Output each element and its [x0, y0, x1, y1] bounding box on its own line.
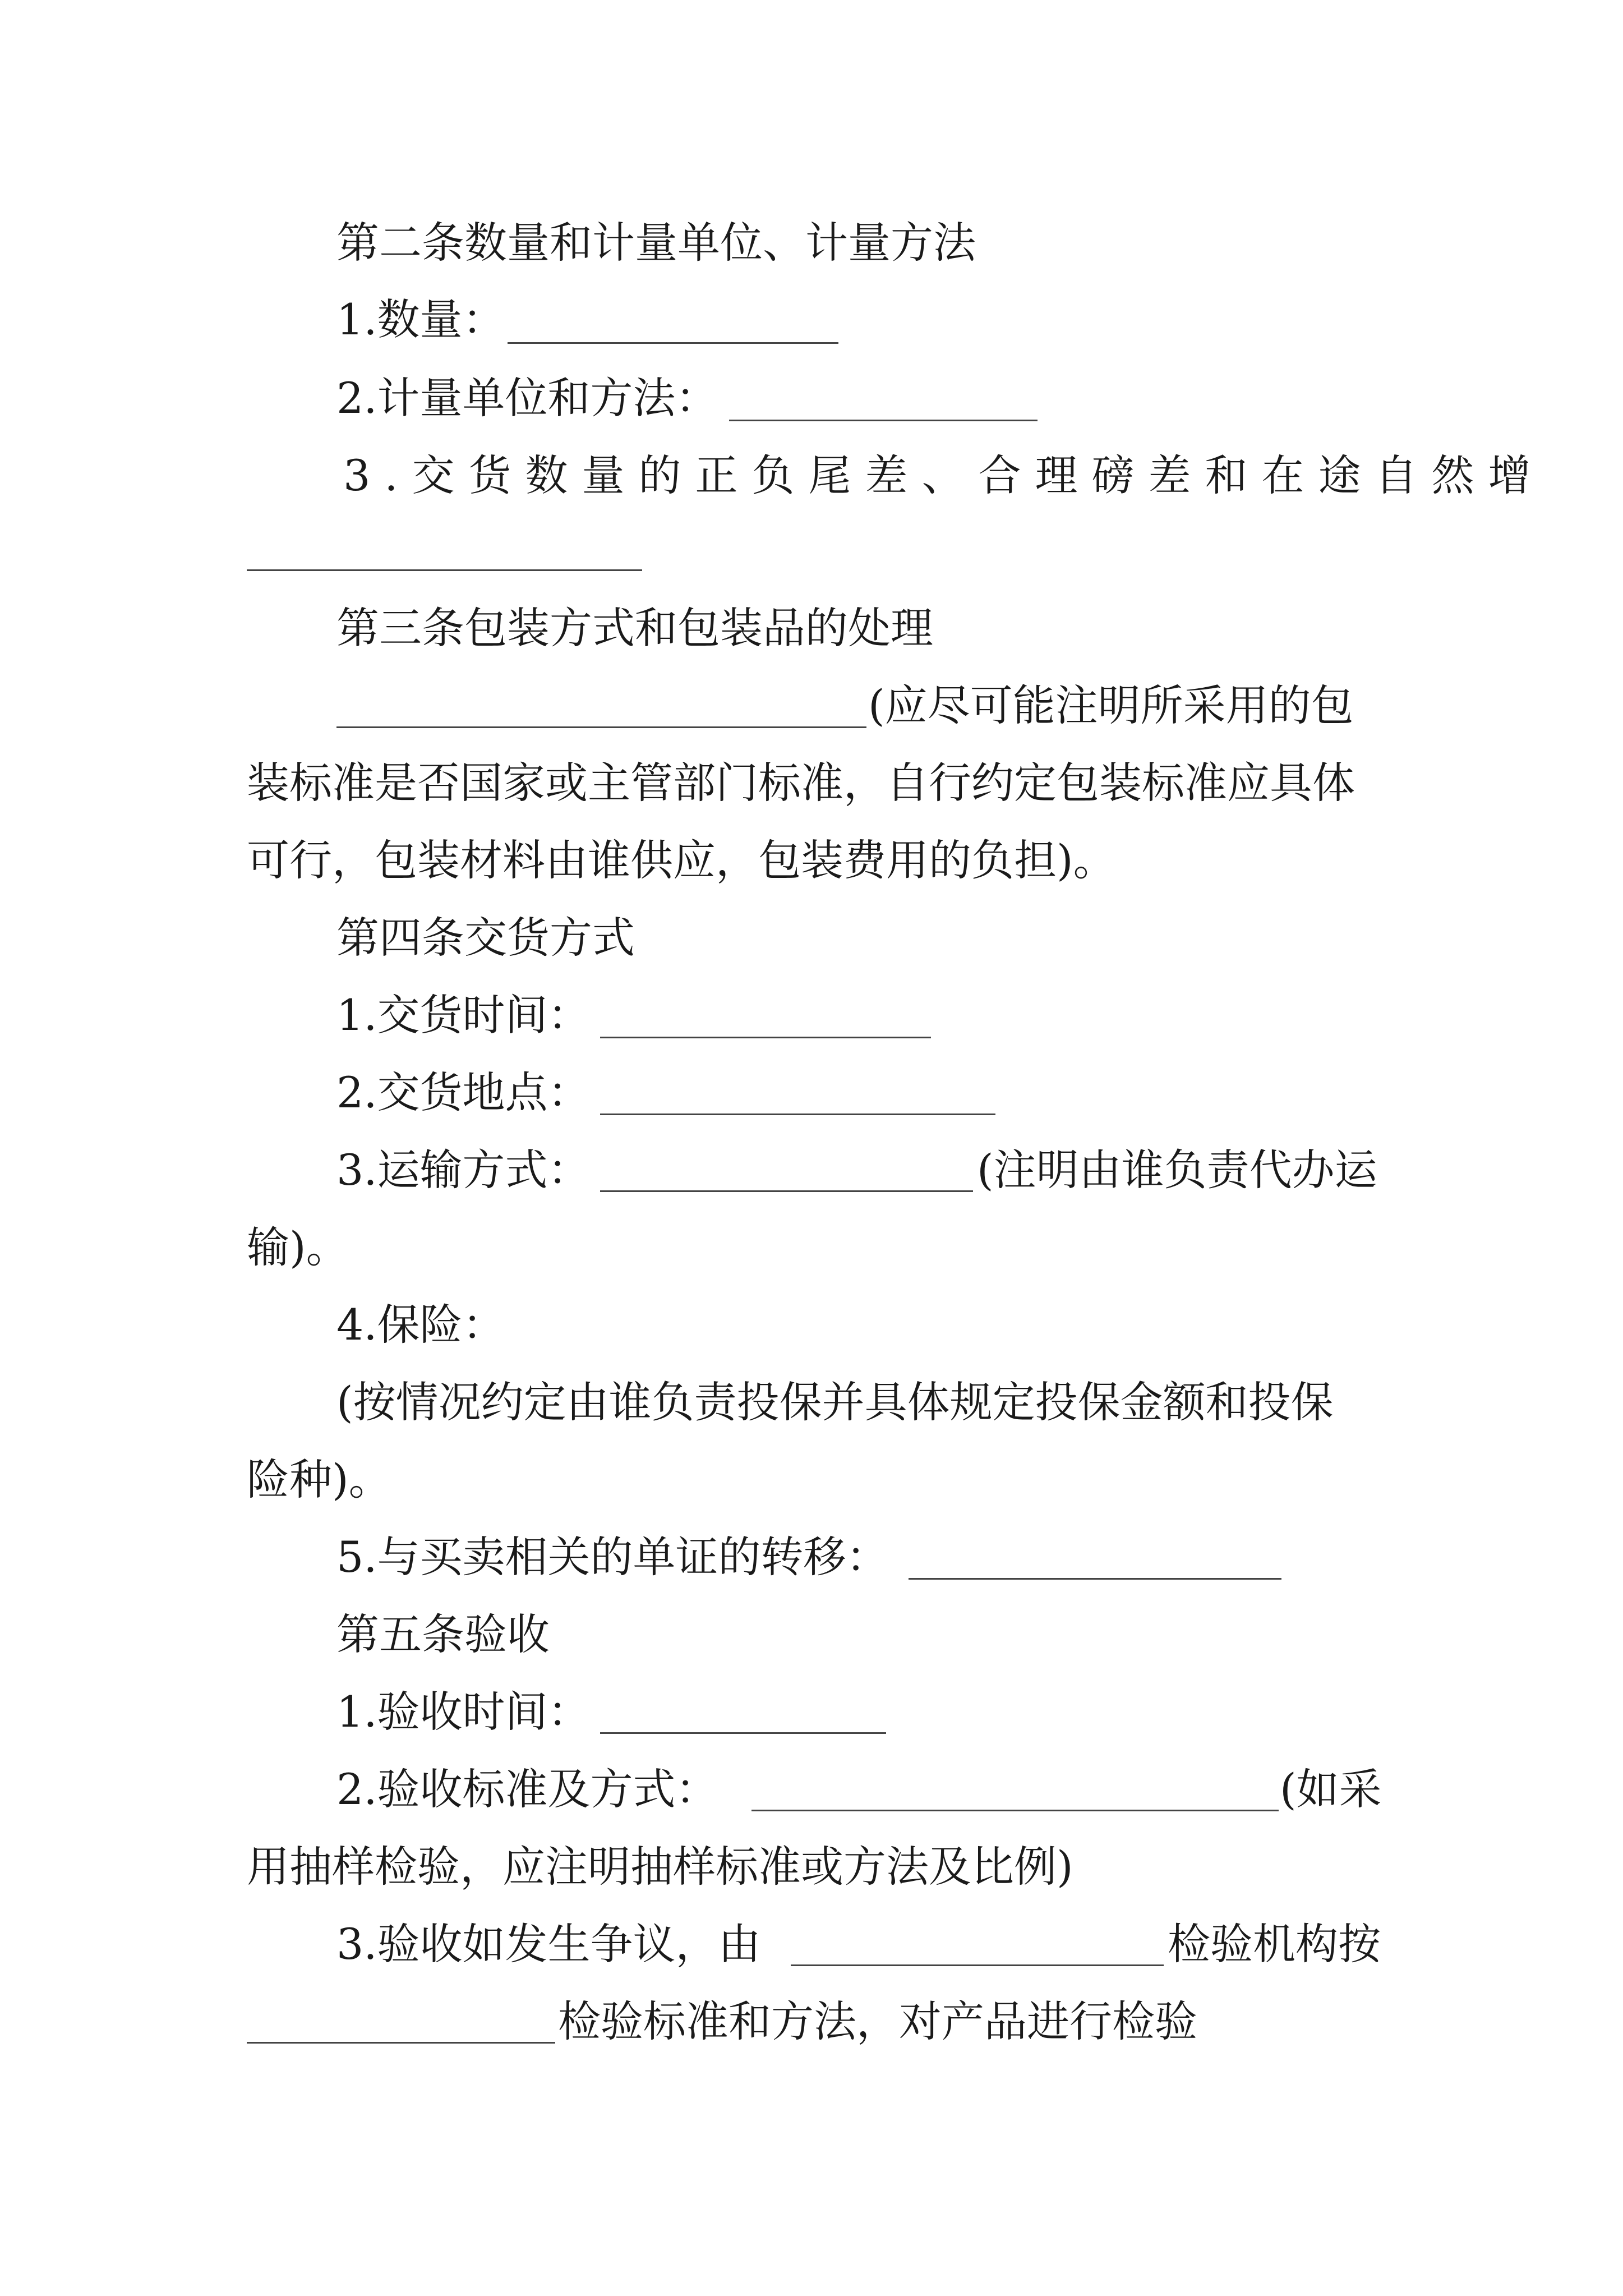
art4-insurance-note-line2: 险种)。 [247, 1455, 391, 1504]
article-5-heading: 第五条验收 [336, 1609, 550, 1659]
art5-dispute-part2: 检验机构按 [1168, 1919, 1381, 1969]
art2-unit-method-label: 2.计量单位和方法： [336, 373, 718, 423]
art5-dispute-agency-blank [791, 1964, 1164, 1966]
art4-documents-blank [909, 1578, 1281, 1580]
art3-note-line1: (应尽可能注明所采用的包 [868, 680, 1354, 730]
art4-insurance-label: 4.保险： [336, 1300, 505, 1350]
art5-standard-cont: 用抽样检验，应注明抽样标准或方法及比例) [247, 1842, 1073, 1892]
art4-documents-label: 5.与买卖相关的单证的转移： [336, 1532, 889, 1582]
art3-note-line3: 可行，包装材料由谁供应，包装费用的负担)。 [247, 835, 1116, 885]
art5-dispute-standard-blank [247, 2042, 555, 2044]
art3-note-line2: 装标准是否国家或主管部门标准，自行约定包装标准应具体 [247, 758, 1355, 808]
art2-unit-method-blank [729, 420, 1038, 421]
art5-inspection-time-blank [600, 1732, 886, 1734]
art4-delivery-place-blank [600, 1114, 995, 1115]
art3-packaging-blank [336, 726, 866, 728]
article-2-heading: 第二条数量和计量单位、计量方法 [336, 218, 976, 268]
article-4-heading: 第四条交货方式 [336, 913, 635, 963]
art4-delivery-time-label: 1.交货时间： [336, 990, 591, 1040]
article-3-heading: 第三条包装方式和包装品的处理 [336, 603, 933, 653]
art5-standard-label: 2.验收标准及方式： [336, 1764, 718, 1814]
art2-tolerance-text [343, 448, 1545, 504]
art2-quantity-label: 1.数量： [336, 295, 505, 344]
art5-inspection-time-label: 1.验收时间： [336, 1687, 591, 1737]
art4-transport-blank [600, 1190, 973, 1192]
art5-standard-note: (如采 [1280, 1764, 1382, 1814]
art2-quantity-blank [508, 342, 838, 344]
art4-delivery-place-label: 2.交货地点： [336, 1068, 591, 1117]
art4-transport-label: 3.运输方式： [336, 1145, 591, 1195]
art5-dispute-cont: 检验标准和方法，对产品进行检验 [558, 1996, 1197, 2046]
art4-transport-cont: 输)。 [247, 1222, 349, 1272]
art2-tolerance-label: 3.交货数量的正负尾差、合理磅差和在途自然增 [343, 450, 1545, 500]
art5-standard-blank [751, 1810, 1279, 1811]
art4-insurance-note-line1: (按情况约定由谁负责投保并具体规定投保金额和投保 [336, 1377, 1334, 1427]
art4-delivery-time-blank [600, 1037, 931, 1038]
art4-transport-note: (注明由谁负责代办运 [977, 1145, 1377, 1195]
art5-dispute-part1: 3.验收如发生争议，由 [336, 1919, 761, 1969]
art2-tolerance-blank [247, 569, 642, 571]
